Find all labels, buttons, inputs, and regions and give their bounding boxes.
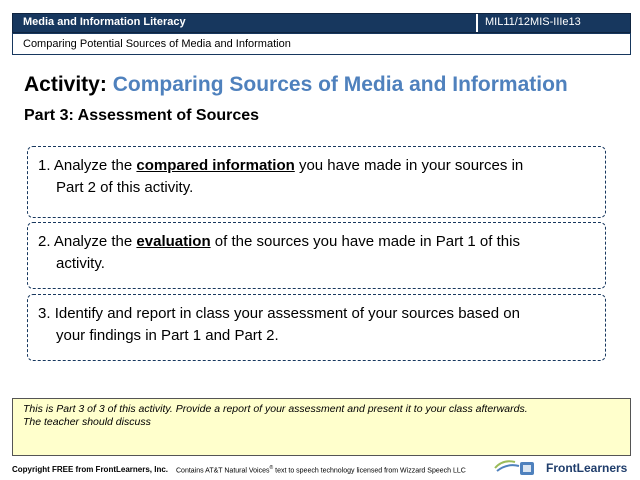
task-card-3	[27, 294, 606, 361]
task-text: you have made in your sources in	[294, 157, 524, 174]
activity-prefix: Activity:	[24, 73, 107, 96]
task-text: Analyze the	[53, 233, 137, 250]
task-line-2: activity.	[56, 255, 105, 272]
task-line	[38, 303, 595, 325]
task-card-2	[27, 222, 606, 289]
task-line	[38, 155, 595, 177]
task-keyword: evaluation	[136, 233, 211, 250]
task-card-1	[27, 146, 606, 218]
activity-name: Comparing Sources of Media and Information	[112, 73, 568, 96]
registered-mark: ®	[269, 465, 274, 471]
copyright-text: Copyright FREE from FrontLearners, Inc.	[12, 465, 169, 474]
activity-title	[24, 73, 568, 97]
task-keyword: compared information	[136, 157, 295, 174]
task-line-2: Part 2 of this activity.	[56, 179, 194, 196]
task-line-2: your findings in Part 1 and Part 2.	[56, 327, 279, 344]
frontlearners-logo-icon	[493, 458, 537, 478]
task-text: Identify and report in class your assessment of your sources based on	[54, 305, 520, 322]
speech-credit	[176, 465, 466, 474]
task-number: 1.	[38, 157, 51, 174]
lesson-subtitle: Comparing Potential Sources of Media and Information	[23, 38, 291, 50]
note-line-2: The teacher should discuss	[23, 416, 151, 428]
course-title: Media and Information Literacy	[23, 16, 186, 28]
task-number: 2.	[38, 233, 51, 250]
lesson-subtitle-bar	[12, 33, 631, 55]
part-title: Part 3: Assessment of Sources	[24, 107, 260, 124]
brand-name: FrontLearners	[546, 461, 628, 475]
header-divider	[476, 14, 478, 32]
task-text: Analyze the	[53, 157, 137, 174]
speech-credit-after: text to speech technology licensed from Wizzard Speech LLC	[273, 467, 466, 475]
speech-credit-before: Contains AT&T Natural Voices	[176, 467, 270, 475]
task-number: 3.	[38, 305, 51, 322]
teacher-note	[12, 398, 631, 456]
note-line-1: This is Part 3 of 3 of this activity. Provide a report of your assessment and present it to your class afterwards.	[23, 403, 528, 415]
task-text: of the sources you have made in Part 1 of this	[210, 233, 520, 250]
competency-code: MIL11/12MIS-IIIe13	[485, 16, 581, 28]
task-line	[38, 231, 595, 253]
header-bar	[12, 13, 631, 33]
